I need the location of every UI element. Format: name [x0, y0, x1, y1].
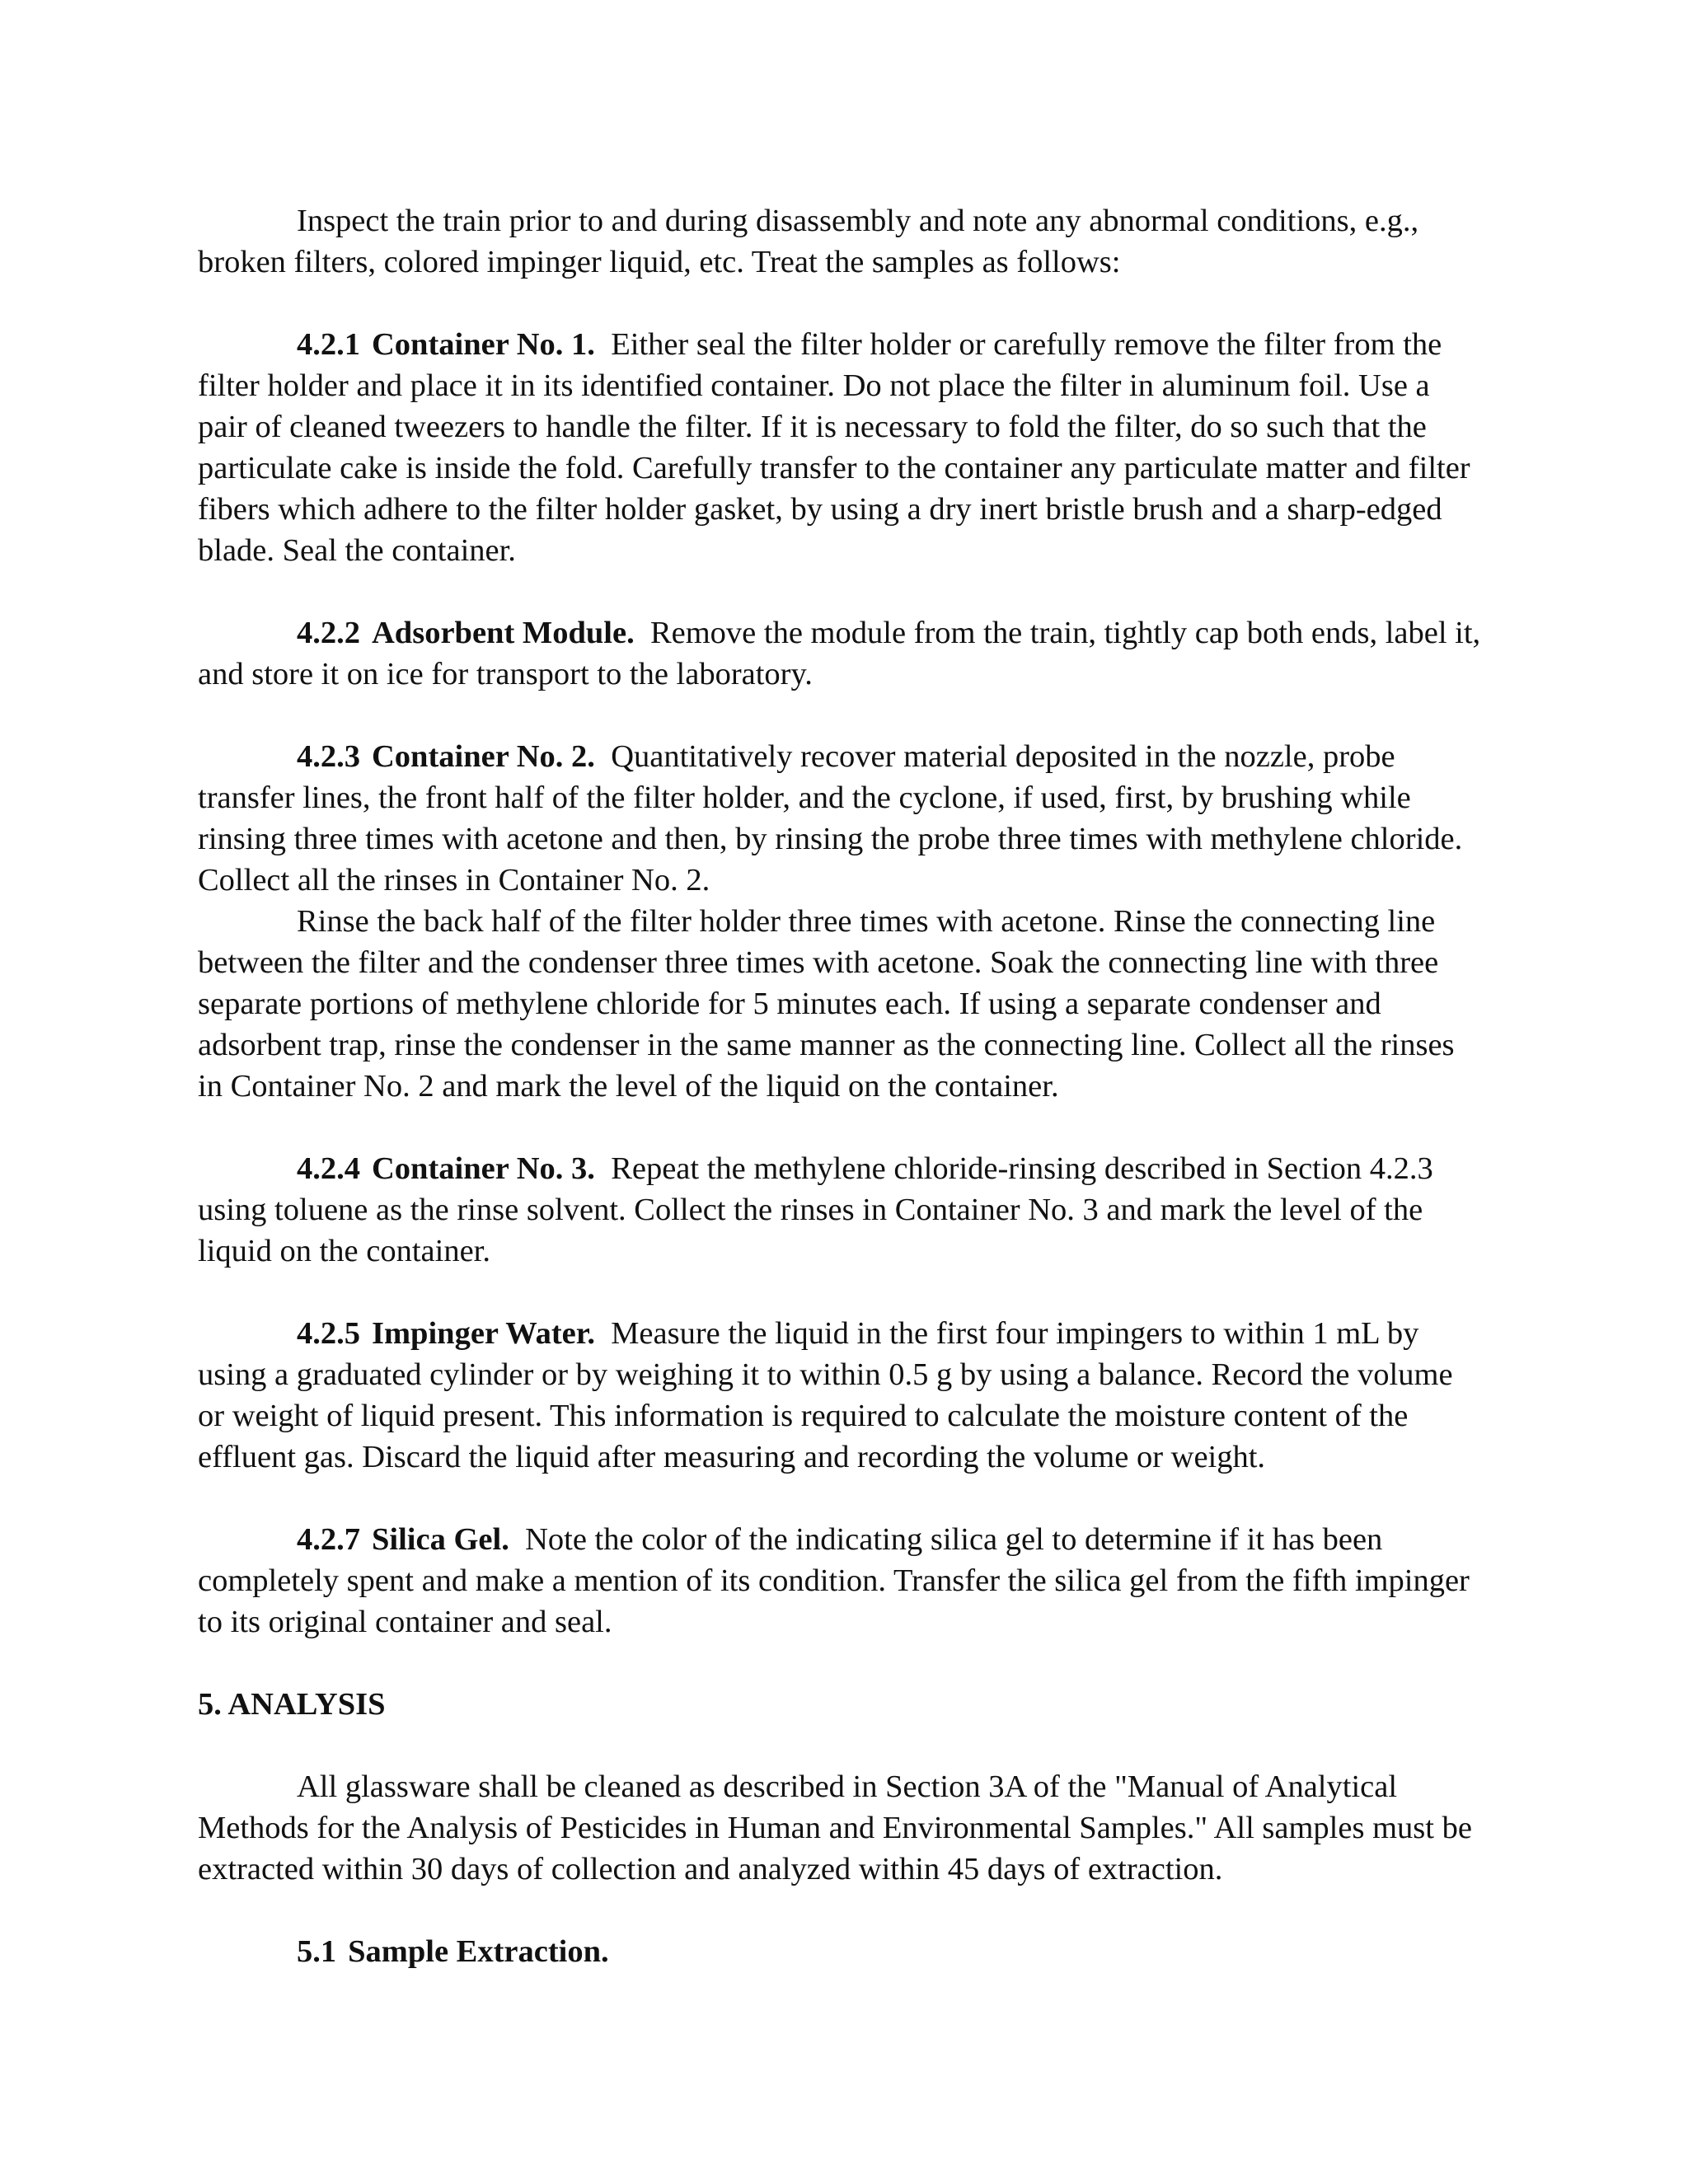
section-number: 5.1 — [297, 1934, 337, 1969]
section-number: 4.2.1 — [297, 327, 360, 362]
section-title: Silica Gel. — [372, 1522, 509, 1557]
section-text: Repeat the methylene chloride-rinsing described in Section 4.2.3 using toluene as the rinse solvent. Collect the rinses in Container No. 3 and mark the level of the liquid on the container. — [198, 1151, 1433, 1268]
section-text: Note the color of the indicating silica gel to determine if it has been completely spent and make a mention of its condition. Transfer the silica gel from the fifth impinger to its original container and seal. — [198, 1522, 1470, 1639]
section-text: Quantitatively recover material deposited in the nozzle, probe transfer lines, the front half of the filter holder, and the cyclone, if used, first, by brushing while rinsing three times with acetone and then, by rinsing the probe three times with methylene chloride. Collect all the rinses in Container No. 2. — [198, 739, 1463, 898]
document-page — [198, 200, 1484, 1972]
section-title: Impinger Water. — [372, 1316, 595, 1351]
section-4-2-7 — [198, 1519, 1484, 1643]
section-number: 4.2.7 — [297, 1522, 360, 1557]
section-title: Adsorbent Module. — [372, 616, 635, 650]
section-4-2-5 — [198, 1313, 1484, 1478]
section-5-paragraph: All glassware shall be cleaned as described in Section 3A of the "Manual of Analytical Methods for the Analysis of Pesticides in Human and Environmental Samples." All samples must be extracted within 30 days of collection and analyzed within 45 days of extraction. — [198, 1769, 1472, 1886]
section-number: 4.2.5 — [297, 1316, 360, 1351]
intro-paragraph: Inspect the train prior to and during disassembly and note any abnormal conditions, e.g., broken filters, colored impinger liquid, etc. Treat the samples as follows: — [198, 204, 1419, 279]
section-number: 4.2.3 — [297, 739, 360, 774]
section-4-2-3-continued: Rinse the back half of the filter holder three times with acetone. Rinse the connecting line between the filter and the condenser three times with acetone. Soak the connecting line with three separate portions of methylene chloride for 5 minutes each. If using a separate condenser and adsorbent trap, rinse the condenser in the same manner as the connecting line. Collect all the rinses in Container No. 2 and mark the level of the liquid on the container. — [198, 904, 1455, 1104]
section-text: Measure the liquid in the first four impingers to within 1 mL by using a graduated cylinder or by weighing it to within 0.5 g by using a balance. Record the volume or weight of liquid present. This information is required to calculate the moisture content of the effluent gas. Discard the liquid after measuring and recording the volume or weight. — [198, 1316, 1453, 1474]
section-text: Either seal the filter holder or carefully remove the filter from the filter holder and place it in its identified container. Do not place the filter in aluminum foil. Use a pair of cleaned tweezers to handle the filter. If it is necessary to fold the filter, do so such that the particulate cake is inside the fold. Carefully transfer to the container any particulate matter and filter fibers which adhere to the filter holder gasket, by using a dry inert bristle brush and a sharp-edged blade. Seal the container. — [198, 327, 1470, 568]
section-4-2-2 — [198, 612, 1484, 695]
section-4-2-4 — [198, 1148, 1484, 1272]
section-title: Container No. 3. — [372, 1151, 595, 1186]
section-4-2-3 — [198, 736, 1484, 901]
section-5-heading: 5. ANALYSIS — [198, 1687, 386, 1722]
section-title: Sample Extraction. — [348, 1934, 609, 1969]
section-number: 4.2.4 — [297, 1151, 360, 1186]
section-title: Container No. 1. — [372, 327, 595, 362]
section-5-1-heading — [198, 1931, 1484, 1972]
section-number: 4.2.2 — [297, 616, 360, 650]
section-text: Remove the module from the train, tightly cap both ends, label it, and store it on ice for transport to the laboratory. — [198, 616, 1481, 691]
section-title: Container No. 2. — [372, 739, 595, 774]
section-4-2-1 — [198, 324, 1484, 571]
